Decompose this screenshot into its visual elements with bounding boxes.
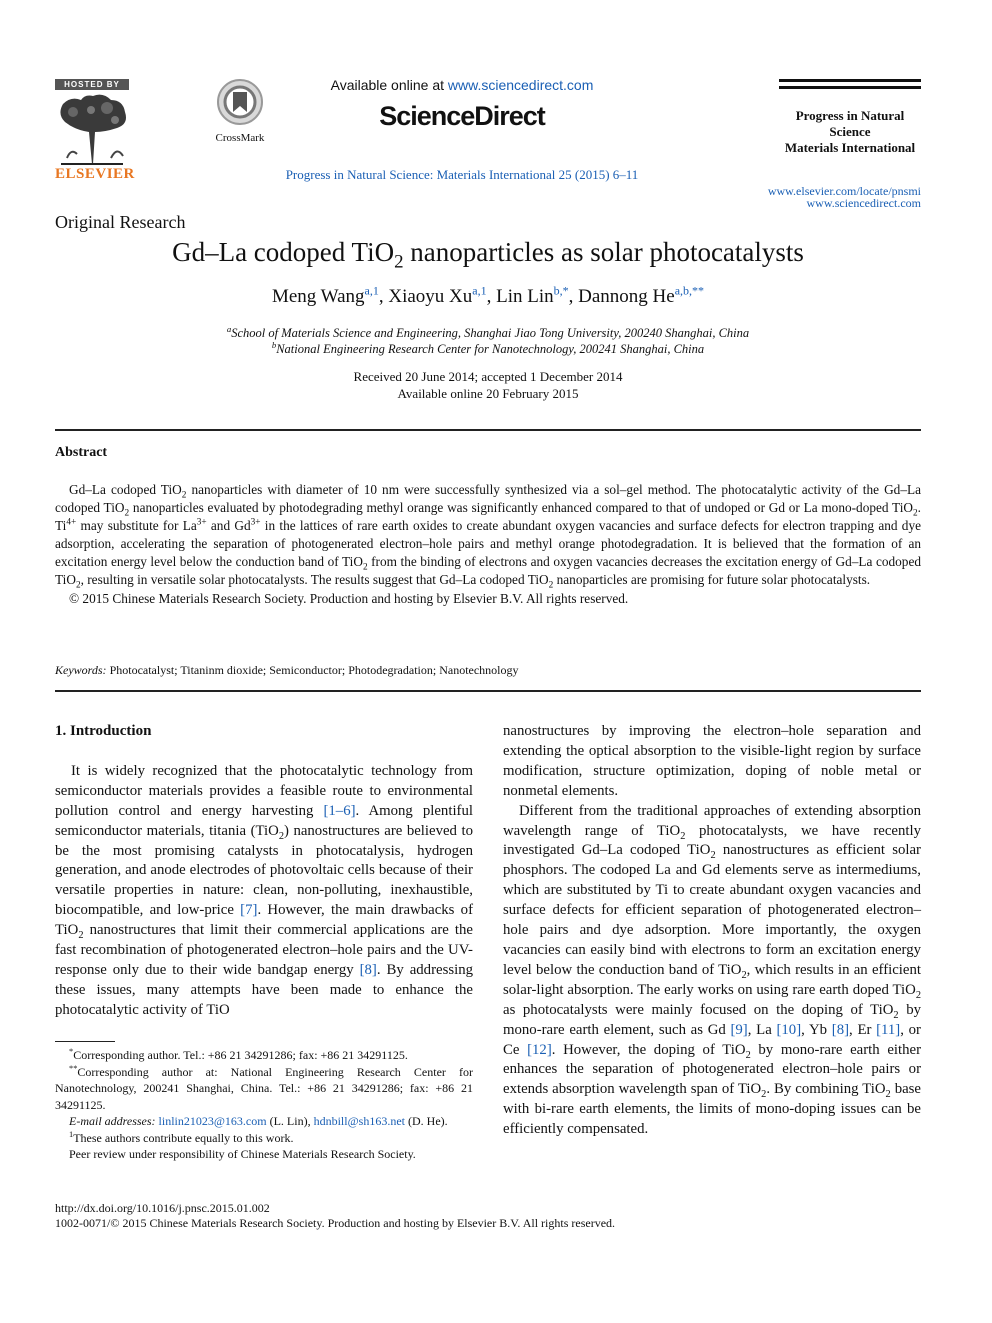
affiliation-mark: a bbox=[226, 323, 232, 334]
body-text: It is widely recognized that the photocatalytic technology from semiconductor materials provides a feasible route to environmental pollution control and energy harvesting bbox=[55, 762, 473, 819]
affiliation bbox=[55, 341, 921, 357]
issn-copyright: 1002-0071/© 2015 Chinese Materials Research Society. Production and hosting by Elsevier B.V. All rights reserved. bbox=[55, 1216, 616, 1230]
footnote-text: (D. He). bbox=[404, 1114, 448, 1128]
intro-paragraph bbox=[55, 762, 473, 1021]
title-text: Gd–La codoped TiO bbox=[172, 237, 395, 267]
author-name[interactable]: Meng Wang bbox=[271, 286, 365, 307]
author-separator: , bbox=[378, 286, 389, 307]
affiliation-text: National Engineering Research Center for Nanotechnology, 200241 Shanghai, China bbox=[276, 342, 705, 356]
body-text: . Among plentiful semiconductor materials, titania (TiO bbox=[55, 802, 473, 839]
affiliations bbox=[55, 325, 921, 357]
body-text: . By addressing these issues, many attempts have been made to enhance the photocatalytic activity of TiO bbox=[55, 961, 473, 1018]
journal-url-link[interactable]: www.elsevier.com/locate/pnsmi bbox=[767, 184, 921, 198]
footnote-emails bbox=[55, 1113, 473, 1130]
journal-header-rules bbox=[779, 79, 921, 93]
crossmark-badge[interactable] bbox=[210, 78, 270, 144]
journal-name-line: Science bbox=[829, 124, 871, 139]
crossmark-icon bbox=[216, 78, 264, 126]
affiliation bbox=[55, 325, 921, 341]
subscript: 2 bbox=[75, 581, 81, 592]
subscript: 2 bbox=[78, 930, 84, 942]
abstract-text: nanoparticles evaluated by photodegrading methyl orange was significantly enhanced compared to that of undoped or Gd or La mono-doped TiO bbox=[129, 500, 914, 516]
abstract-text: nanoparticles with diameter of 10 nm were successfully synthesized via a sol–gel method. The photocatalytic activity of the Gd–La codoped TiO bbox=[55, 482, 921, 516]
body-text: as photocatalysts were mainly focused on the doping of TiO bbox=[503, 1001, 894, 1018]
email-link[interactable]: linlin21023@163.com bbox=[158, 1114, 267, 1128]
body-text: , Yb bbox=[801, 1021, 832, 1038]
article-dates bbox=[55, 368, 921, 402]
sciencedirect-link[interactable]: www.sciencedirect.com bbox=[447, 77, 594, 93]
footnote bbox=[55, 1130, 473, 1147]
footnote-mark: 1 bbox=[69, 1129, 74, 1139]
subscript: 2 bbox=[710, 850, 716, 862]
abstract-body bbox=[55, 481, 921, 608]
body-text: . By combining TiO bbox=[766, 1081, 886, 1098]
reference-link[interactable]: [12] bbox=[527, 1041, 552, 1058]
subscript: 2 bbox=[745, 1049, 751, 1061]
journal-urls bbox=[700, 185, 921, 209]
reference-link[interactable]: [11] bbox=[876, 1021, 901, 1038]
title-text: nanoparticles as solar photocatalysts bbox=[403, 237, 804, 267]
superscript: 3+ bbox=[196, 517, 207, 528]
body-text: photocatalysts, we have recently investigated Gd–La codoped TiO bbox=[503, 822, 921, 859]
body-text: , Er bbox=[849, 1021, 877, 1038]
body-text: nanostructures as efficient solar phosphors. The codoped La and Gd elements serve as intermediums, which are substituted by Ti to create abundant oxygen vacancies and surface defects for efficient separation of photogenerated electron–hole pairs and dye adsorption. More importantly, the oxygen vacancies can easily bind with electrons to form an excitation energy level below the conduction band of TiO bbox=[503, 842, 921, 978]
sciencedirect-logo: ScienceDirect bbox=[379, 101, 545, 131]
author-marks[interactable]: b,* bbox=[553, 283, 569, 298]
available-online bbox=[276, 77, 648, 93]
abstract-text: from the binding of electrons and oxygen vacancies decreases the excitation energy of Gd–La codoped TiO bbox=[55, 554, 921, 588]
footnote-text: Corresponding author at: National Engineering Research Center for Nanotechnology, 200241 Shanghai, China. Tel.: +86 21 34291286; fax: +86 21 34291125. bbox=[55, 1064, 473, 1112]
subscript: 2 bbox=[915, 989, 921, 1001]
footnotes bbox=[55, 1047, 473, 1163]
footnote-text: These authors contribute equally to this work. bbox=[73, 1130, 294, 1145]
doi-block bbox=[55, 1201, 615, 1231]
abstract-text: may substitute for La bbox=[76, 518, 197, 534]
right-column bbox=[503, 722, 921, 1140]
author-list bbox=[55, 283, 921, 308]
author-marks[interactable]: a,1 bbox=[364, 283, 379, 298]
subscript: 2 bbox=[680, 830, 686, 842]
author-separator: , bbox=[568, 286, 579, 307]
elsevier-logo bbox=[55, 79, 135, 182]
email-label: E-mail addresses: bbox=[69, 1114, 156, 1128]
body-text: base with bi-rare earth elements, the limits of mono-doping issues can be efficiently compensated. bbox=[503, 1081, 921, 1138]
elsevier-tree-icon bbox=[55, 92, 129, 166]
reference-link[interactable]: [10] bbox=[776, 1021, 802, 1038]
section-heading: 1. Introduction bbox=[55, 723, 152, 739]
reference-link[interactable]: [1–6] bbox=[323, 802, 356, 819]
article-title bbox=[55, 237, 921, 273]
left-column bbox=[55, 722, 473, 1021]
article-type: Original Research bbox=[55, 212, 186, 232]
body-text: , La bbox=[747, 1021, 777, 1038]
abstract-text: in the lattices of rare earth oxides to create abundant oxygen vacancies and surface defects for electron trapping and dye adsorption, accelerating the separation of photogenerated electron–hole pairs and methyl orange photodegradation. It is believed that the formation of an excitation energy level below the conduction band of TiO bbox=[55, 518, 921, 570]
footnote-text: Corresponding author. Tel.: +86 21 34291286; fax: +86 21 34291125. bbox=[73, 1048, 408, 1062]
abstract-text: , resulting in versatile solar photocatalysts. The results suggest that Gd–La codoped TiO bbox=[80, 572, 549, 588]
footnote bbox=[55, 1064, 473, 1114]
keywords-label: Keywords: bbox=[55, 663, 107, 677]
journal-name bbox=[770, 108, 930, 156]
author-separator: , bbox=[486, 286, 497, 307]
body-text: . However, the main drawbacks of TiO bbox=[55, 902, 473, 939]
received-date: Received 20 June 2014; accepted 1 December 2014 bbox=[353, 369, 623, 384]
footnote-rule bbox=[55, 1041, 115, 1042]
peer-review-note: Peer review under responsibility of Chinese Materials Research Society. bbox=[69, 1147, 416, 1161]
author-name[interactable]: Xiaoyu Xu bbox=[388, 286, 473, 307]
footnote bbox=[55, 1047, 473, 1064]
journal-citation[interactable]: Progress in Natural Science: Materials International 25 (2015) 6–11 bbox=[285, 167, 639, 182]
hosted-by-label: HOSTED BY bbox=[55, 79, 129, 90]
intro-paragraph bbox=[503, 802, 921, 1140]
abstract-text: Gd–La codoped TiO bbox=[69, 482, 182, 497]
doi-link[interactable]: http://dx.doi.org/10.1016/j.pnsc.2015.01.002 bbox=[55, 1201, 270, 1215]
superscript: 3+ bbox=[250, 517, 261, 528]
divider bbox=[55, 690, 921, 692]
title-subscript: 2 bbox=[394, 251, 404, 273]
abstract-paragraph bbox=[55, 481, 921, 590]
affiliation-text: School of Materials Science and Engineering, Shanghai Jiao Tong University, 200240 Shanghai, China bbox=[231, 326, 750, 340]
subscript: 2 bbox=[362, 563, 368, 574]
subscript: 2 bbox=[761, 1089, 767, 1101]
abstract-text: and Gd bbox=[206, 518, 251, 534]
body-text: nanostructures by improving the electron–hole separation and extending the optical absorption to the visible-light region by surface modification, structure optimization, doping of noble metal or nonmetal elements. bbox=[503, 723, 921, 799]
body-text: Different from the traditional approaches of extending absorption wavelength range of TiO bbox=[503, 802, 921, 839]
abstract-text: nanoparticles are promising for future solar photocatalysts. bbox=[553, 572, 871, 588]
body-text: by mono-rare earth element, such as Gd bbox=[503, 1001, 921, 1038]
intro-paragraph-continued bbox=[503, 722, 921, 802]
elsevier-wordmark: ELSEVIER bbox=[55, 166, 135, 182]
divider bbox=[55, 429, 921, 431]
body-text: by mono-rare earth either enhances the separation of photogenerated electron–hole pairs or extends absorption wavelength span of TiO bbox=[503, 1041, 921, 1098]
crossmark-label: CrossMark bbox=[215, 132, 265, 144]
reference-link[interactable]: [7] bbox=[240, 902, 258, 919]
reference-link[interactable]: [9] bbox=[730, 1021, 748, 1038]
journal-url-link[interactable]: www.sciencedirect.com bbox=[806, 196, 921, 210]
subscript: 2 bbox=[548, 581, 554, 592]
abstract-heading: Abstract bbox=[55, 445, 108, 460]
available-online-text: Available online at bbox=[330, 77, 448, 93]
subscript: 2 bbox=[885, 1089, 891, 1101]
body-text: , or Ce bbox=[503, 1021, 921, 1058]
keywords-text: Photocatalyst; Titaninm dioxide; Semiconductor; Photodegradation; Nanotechnology bbox=[106, 663, 519, 677]
footnote-text: (L. Lin), bbox=[266, 1114, 311, 1128]
reference-link[interactable]: [8] bbox=[831, 1021, 850, 1038]
author-name[interactable]: Dannong He bbox=[578, 286, 675, 307]
subscript: 2 bbox=[913, 508, 918, 519]
reference-link[interactable]: [8] bbox=[359, 961, 377, 978]
author-marks[interactable]: a,1 bbox=[472, 283, 487, 298]
superscript: 4+ bbox=[66, 517, 77, 528]
author-name[interactable]: Lin Lin bbox=[496, 286, 554, 307]
subscript: 2 bbox=[893, 1009, 899, 1021]
body-text: nanostructures that limit their commercial applications are the fast recombination of photogenerated electron–hole pairs and the UV-response only due to their wide bandgap energy bbox=[55, 922, 473, 978]
abstract-text: . Ti bbox=[55, 500, 921, 534]
subscript: 2 bbox=[181, 490, 187, 501]
body-text: , which results in an efficient solar-light absorption. The early works on using rare earth doped TiO bbox=[503, 961, 921, 998]
subscript: 2 bbox=[741, 969, 747, 981]
footnote-mark: * bbox=[69, 1047, 74, 1056]
subscript: 2 bbox=[124, 508, 130, 519]
body-text: . However, the doping of TiO bbox=[551, 1041, 746, 1058]
subscript: 2 bbox=[278, 830, 284, 842]
body-text: ) nanostructures are believed to be the most promising catalysts in photocatalysis, hydrogen generation, and anode electrodes of photovoltaic cells because of their versatile properties in nature: clean, non-polluting, inexhaustible, biocompatible, and low-price bbox=[55, 822, 473, 919]
keywords bbox=[55, 663, 519, 678]
journal-name-line: Progress in Natural bbox=[795, 108, 905, 123]
available-date: Available online 20 February 2015 bbox=[397, 386, 579, 401]
email-link[interactable]: hdnbill@sh163.net bbox=[313, 1114, 405, 1128]
journal-name-line: Materials International bbox=[784, 140, 916, 155]
abstract-copyright: © 2015 Chinese Materials Research Society. Production and hosting by Elsevier B.V. All rights reserved. bbox=[69, 590, 629, 606]
footnote-mark: ** bbox=[69, 1063, 78, 1073]
author-marks[interactable]: a,b,** bbox=[674, 283, 705, 298]
affiliation-mark: b bbox=[271, 339, 277, 350]
